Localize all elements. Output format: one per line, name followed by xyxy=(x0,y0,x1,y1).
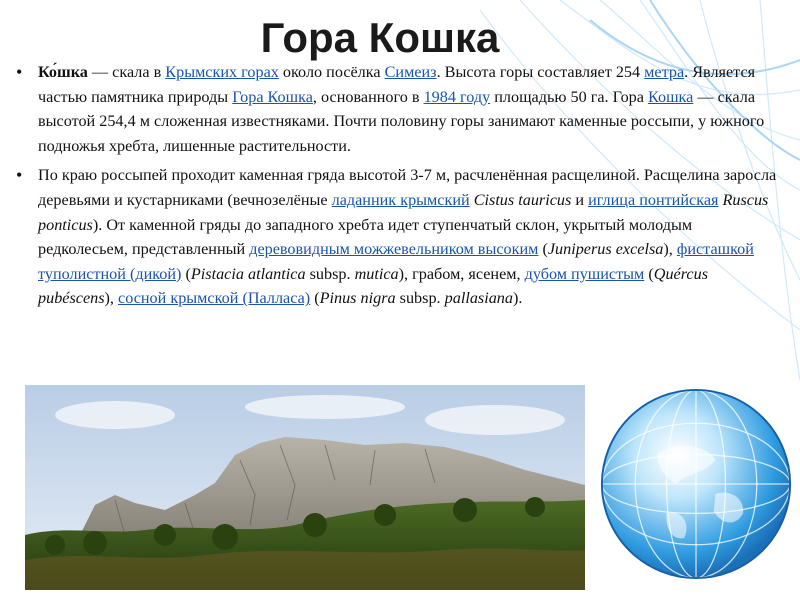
link-juniper[interactable]: деревовидным можжевельником высоким xyxy=(249,240,539,259)
latin-name: Pinus nigra xyxy=(319,289,396,308)
list-item xyxy=(16,60,786,158)
text-span: ), грабом, ясенем, xyxy=(398,264,525,283)
link-gora-koshka[interactable]: Гора Кошка xyxy=(232,87,313,106)
text-span: — скала высотой 254,4 м сложенная известняками. Почти половину горы занимают каменные россыпи, у южного подножья хребта, лишенные растительности. xyxy=(38,87,765,155)
latin-name: pallasiana xyxy=(444,289,513,308)
link-cistus[interactable]: ладанник крымский xyxy=(331,190,470,209)
link-quercus[interactable]: дубом пушистым xyxy=(524,264,645,283)
bullet-list xyxy=(16,60,786,311)
mountain-photo xyxy=(25,385,585,590)
link-1984[interactable]: 1984 году xyxy=(423,87,491,106)
latin-name: Ruscus ponticus xyxy=(38,190,769,234)
link-koshka[interactable]: Кошка xyxy=(647,87,694,106)
text-span: , основанного в xyxy=(312,87,424,106)
text-span: около посёлка xyxy=(278,63,385,81)
text-span: По краю россыпей проходит каменная гряда высотой 3-7 м, расчленённая расщелиной. Расщелина заросла деревьями и кустарниками (вечнозелёные xyxy=(38,166,777,209)
latin-name: Juniperus excelsa xyxy=(547,240,664,259)
text-span: ), xyxy=(663,240,677,259)
text-span: — скала в xyxy=(87,63,166,81)
latin-name: Quércus pubéscens xyxy=(38,264,708,308)
text-span: ( xyxy=(644,264,654,283)
link-pinus[interactable]: сосной крымской (Палласа) xyxy=(118,289,311,308)
link-ruscus[interactable]: иглица понтийская xyxy=(588,190,719,209)
text-span: ). xyxy=(513,289,523,308)
link-pistacia[interactable]: фисташкой туполистной (дикой) xyxy=(38,240,754,283)
text-span: ). От каменной гряды до западного хребта идет ступенчатый склон, укрытый молодым редколесьем, представленный xyxy=(38,215,693,259)
text-span: subsp. xyxy=(305,264,355,283)
text-span: ( xyxy=(181,264,191,283)
text-span: subsp. xyxy=(395,289,445,308)
slide-content xyxy=(16,60,786,316)
text-span: . Высота горы составляет 254 xyxy=(436,63,645,81)
text-span: ( xyxy=(310,289,320,308)
link-simeiz[interactable]: Симеиз xyxy=(384,63,437,81)
text-span: . Является частью памятника природы xyxy=(38,63,756,106)
text-span: ( xyxy=(538,240,548,259)
slide-title: Гора Кошка xyxy=(260,14,500,61)
latin-name: mutica xyxy=(354,264,399,283)
link-metre[interactable]: метра xyxy=(644,63,685,81)
list-item xyxy=(16,163,786,311)
link-crimean-mountains[interactable]: Крымских горах xyxy=(165,63,279,81)
text-span: площадью 50 га. Гора xyxy=(490,87,648,106)
subject-term: Ко́шка xyxy=(38,63,88,81)
text-span: и xyxy=(571,190,589,209)
latin-name: Cistus tauricus xyxy=(473,190,572,209)
text-span: ), xyxy=(104,289,119,308)
globe-icon xyxy=(598,386,794,582)
latin-name: Pistacia atlantica xyxy=(190,264,306,283)
